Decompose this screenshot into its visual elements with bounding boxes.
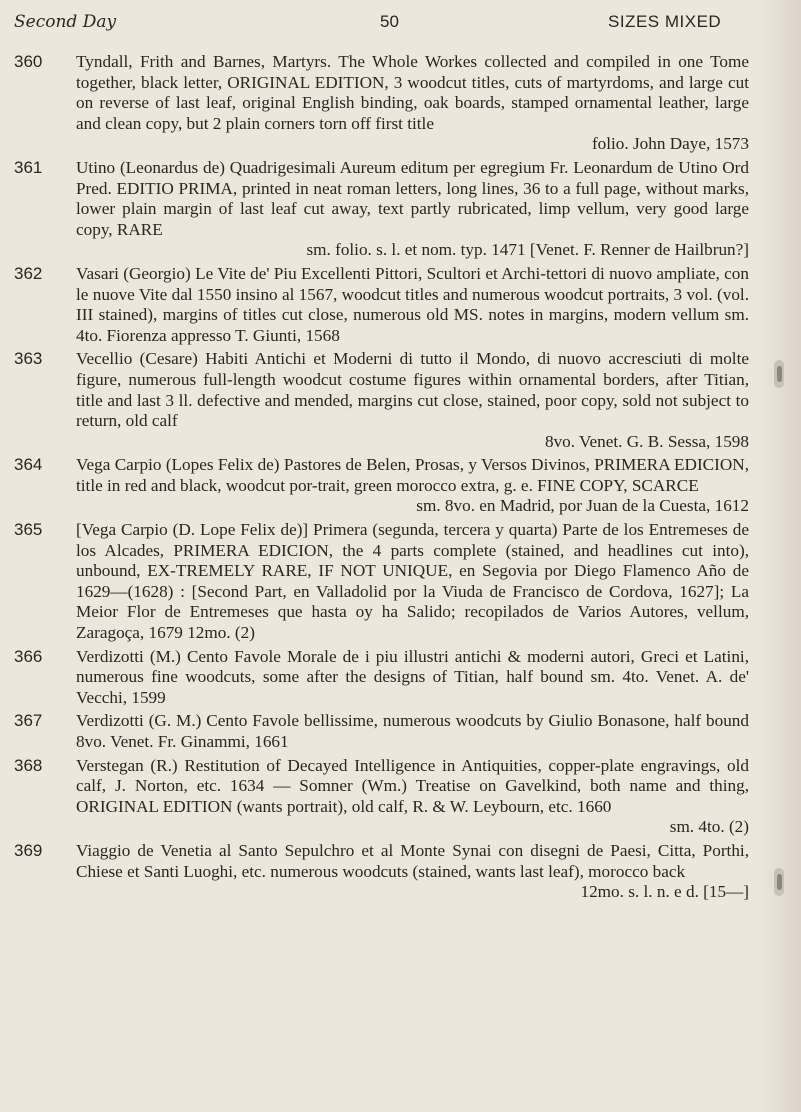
lot-imprint: sm. 8vo. en Madrid, por Juan de la Cuesta, 1612	[416, 496, 749, 516]
page-number: 50	[380, 12, 399, 31]
lot-body: Verdizotti (M.) Cento Favole Morale de i piu illustri antichi & moderni autori, Greci et Latini, numerous fine woodcuts, some after the designs of Titian, half bound sm. 4to. Venet. A. de' Vecchi, 1599	[76, 646, 749, 707]
lot-description	[76, 647, 749, 709]
binding-shadow	[761, 0, 801, 1112]
lot-entry	[14, 158, 749, 261]
lot-entry	[14, 52, 749, 155]
lot-description	[76, 52, 749, 155]
lot-entry	[14, 647, 749, 709]
binding-mark	[774, 868, 784, 896]
lot-number: 363	[14, 349, 43, 369]
lot-number: 362	[14, 263, 43, 283]
running-head-right: SIZES MIXED	[608, 12, 722, 31]
page-header	[0, 8, 801, 36]
lot-imprint: sm. folio. s. l. et nom. typ. 1471 [Venet. F. Renner de Hailbrun?]	[306, 240, 749, 260]
lot-body: Tyndall, Frith and Barnes, Martyrs. The Whole Workes collected and compiled in one Tome together, black letter, ORIGINAL EDITION, 3 woodcut titles, cuts of martyrdoms, and large cut on reverse of last leaf, original English binding, oak boards, stamped ornamental leather, large and clean copy, but 2 plain corners torn off first title	[76, 52, 749, 133]
lot-number: 364	[14, 455, 43, 475]
lot-number: 360	[14, 52, 43, 71]
running-head-left: Second Day	[14, 12, 117, 32]
lot-number: 368	[14, 755, 43, 775]
lot-entry	[14, 841, 749, 903]
lot-entry	[14, 455, 749, 517]
lot-body: Utino (Leonardus de) Quadrigesimali Aureum editum per egregium Fr. Leonardum de Utino Ord Pred. EDITIO PRIMA, printed in neat roman letters, long lines, 36 to a full page, without marks, lower plain margin of last leaf cut away, text partly rubricated, limp vellum, very good large copy, RARE	[76, 157, 749, 239]
lot-imprint: 8vo. Venet. G. B. Sessa, 1598	[544, 431, 749, 451]
lot-body: Verdizotti (G. M.) Cento Favole bellissime, numerous woodcuts by Giulio Bonasone, half bound 8vo. Venet. Fr. Ginammi, 1661	[76, 711, 749, 751]
lot-entry	[14, 711, 749, 752]
lot-entry	[14, 349, 749, 452]
lot-body: Viaggio de Venetia al Santo Sepulchro et al Monte Synai con disegni de Paesi, Citta, Porthi, Chiese et Santi Luoghi, etc. numerous woodcuts (stained, wants last leaf), morocco back	[76, 840, 749, 881]
lot-number: 365	[14, 520, 43, 540]
lot-body: Vasari (Georgio) Le Vite de' Piu Excellenti Pittori, Scultori et Archi-tettori di nuovo ampliate, con le nuove Vite dal 1550 insino al 1567, woodcut titles and numerous woodcut portraits, 3 vol. (vol. III stained), margins of titles cut close, numerous old MS. notes in margins, modern vellum sm. 4to. Fiorenza appresso T. Giunti, 1568	[76, 263, 749, 345]
lot-description	[76, 711, 749, 752]
lot-description	[76, 841, 749, 903]
lot-list	[14, 52, 749, 906]
lot-number: 361	[14, 157, 43, 177]
lot-imprint: 12mo. s. l. n. e d. [15—]	[580, 882, 749, 902]
lot-description	[76, 264, 749, 346]
lot-body: Vecellio (Cesare) Habiti Antichi et Moderni di tutto il Mondo, di nuovo accresciuti di molte figure, numerous full-length woodcut costume figures within ornamental borders, after Titian, title and last 3 ll. defective and mended, margins cut close, stained, poor copy, sold not subject to return, old calf	[76, 349, 749, 431]
lot-body: Verstegan (R.) Restitution of Decayed Intelligence in Antiquities, copper-plate engravings, old calf, J. Norton, etc. 1634 — Somner (Wm.) Treatise on Gavelkind, both name and thing, ORIGINAL EDITION (wants portrait), old calf, R. & W. Leybourn, etc. 1660	[76, 755, 749, 816]
lot-entry	[14, 264, 749, 346]
lot-description	[76, 756, 749, 838]
lot-body: [Vega Carpio (D. Lope Felix de)] Primera (segunda, tercera y quarta) Parte de los Entremeses de los Alcades, PRIMERA EDICION, the 4 parts complete (stained, and headlines cut into), unbound, EX-TREMELY RARE, IF NOT UNIQUE, en Segovia por Diego Flamenco Año de 1629—(1628) : [Second Part, en Valladolid por la Viuda de Francisco de Cordova, 1627]; La Meior Flor de Entremeses que hasta oy ha Salido; recopilados de Varios Autores, vellum, Zaragoça, 1679 12mo. (2)	[76, 520, 749, 643]
lot-entry	[14, 756, 749, 838]
lot-body: Vega Carpio (Lopes Felix de) Pastores de Belen, Prosas, y Versos Divinos, PRIMERA EDICION, title in red and black, woodcut por-trait, green morocco extra, g. e. FINE COPY, SCARCE	[76, 455, 749, 495]
lot-description	[76, 349, 749, 452]
lot-imprint: sm. 4to. (2)	[669, 817, 749, 837]
lot-entry	[14, 520, 749, 644]
lot-number: 366	[14, 646, 43, 666]
lot-number: 369	[14, 840, 43, 860]
lot-number: 367	[14, 711, 43, 731]
lot-description	[76, 455, 749, 517]
lot-description	[76, 520, 749, 644]
lot-description	[76, 158, 749, 261]
binding-mark	[774, 360, 784, 388]
lot-imprint: folio. John Daye, 1573	[591, 134, 749, 154]
